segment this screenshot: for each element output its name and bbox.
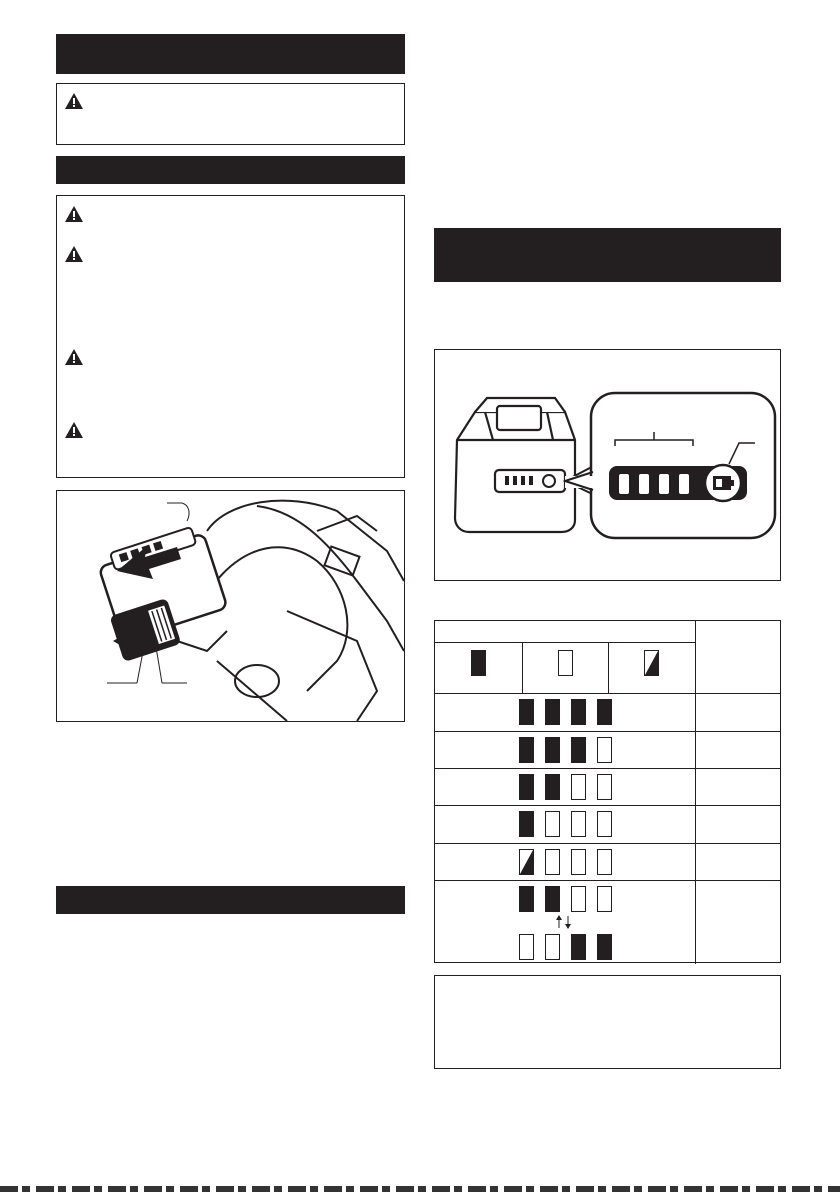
- section-heading-bar-3: [56, 886, 405, 914]
- warning-box-2: [56, 195, 405, 478]
- lamp: [545, 934, 560, 960]
- legend-lamp-on: [471, 650, 486, 676]
- legend-lamp-off: [558, 650, 573, 676]
- lamp: [545, 699, 560, 725]
- section-heading-bar-2: [56, 156, 405, 184]
- lamp: [597, 699, 612, 725]
- section-heading-bar-right: [434, 228, 781, 282]
- lamp: [545, 811, 560, 837]
- table-rule: [435, 805, 780, 806]
- lamp: [597, 737, 612, 763]
- battery-indicator-illustration: [435, 350, 780, 580]
- saw-battery-illustration: [57, 491, 404, 721]
- lamp: [519, 934, 534, 960]
- warning-triangle-icon: [65, 93, 83, 109]
- caution-box-1: [56, 83, 405, 145]
- lamp: [571, 934, 586, 960]
- lamp: [519, 774, 534, 800]
- lamp: [519, 886, 534, 912]
- lamp: [571, 886, 586, 912]
- lamp: [519, 811, 534, 837]
- table-rule: [435, 693, 780, 694]
- lamp: [545, 849, 560, 875]
- table-rule: [435, 768, 780, 769]
- lamp: [545, 737, 560, 763]
- table-rule: [695, 621, 696, 964]
- alternating-arrows-icon: [553, 915, 575, 929]
- lamp: [519, 737, 534, 763]
- table-rule: [608, 642, 609, 693]
- lamp: [519, 849, 534, 875]
- lamp: [597, 934, 612, 960]
- lamp: [545, 774, 560, 800]
- section-heading-bar-1: [56, 34, 405, 74]
- table-rule: [435, 880, 780, 881]
- table-rule: [435, 642, 695, 643]
- legend-lamp-blinking: [644, 650, 659, 676]
- warning-triangle-icon: [65, 246, 83, 262]
- note-box: [434, 975, 781, 1069]
- lamp: [597, 774, 612, 800]
- lamp: [597, 811, 612, 837]
- lamp: [545, 886, 560, 912]
- lamp: [571, 774, 586, 800]
- warning-triangle-icon: [65, 422, 83, 438]
- lamp: [571, 811, 586, 837]
- page-bottom-edge: [0, 1186, 840, 1192]
- table-rule: [435, 731, 780, 732]
- warning-triangle-icon: [65, 206, 83, 222]
- lamp: [571, 849, 586, 875]
- lamp: [597, 849, 612, 875]
- indicator-lamp-table: [434, 620, 781, 963]
- figure-battery-indicator: [434, 349, 781, 581]
- warning-triangle-icon: [65, 349, 83, 365]
- lamp: [571, 699, 586, 725]
- figure-battery-install: [56, 490, 405, 722]
- table-rule: [435, 843, 780, 844]
- lamp: [597, 886, 612, 912]
- lamp: [571, 737, 586, 763]
- table-rule: [522, 642, 523, 693]
- lamp: [519, 699, 534, 725]
